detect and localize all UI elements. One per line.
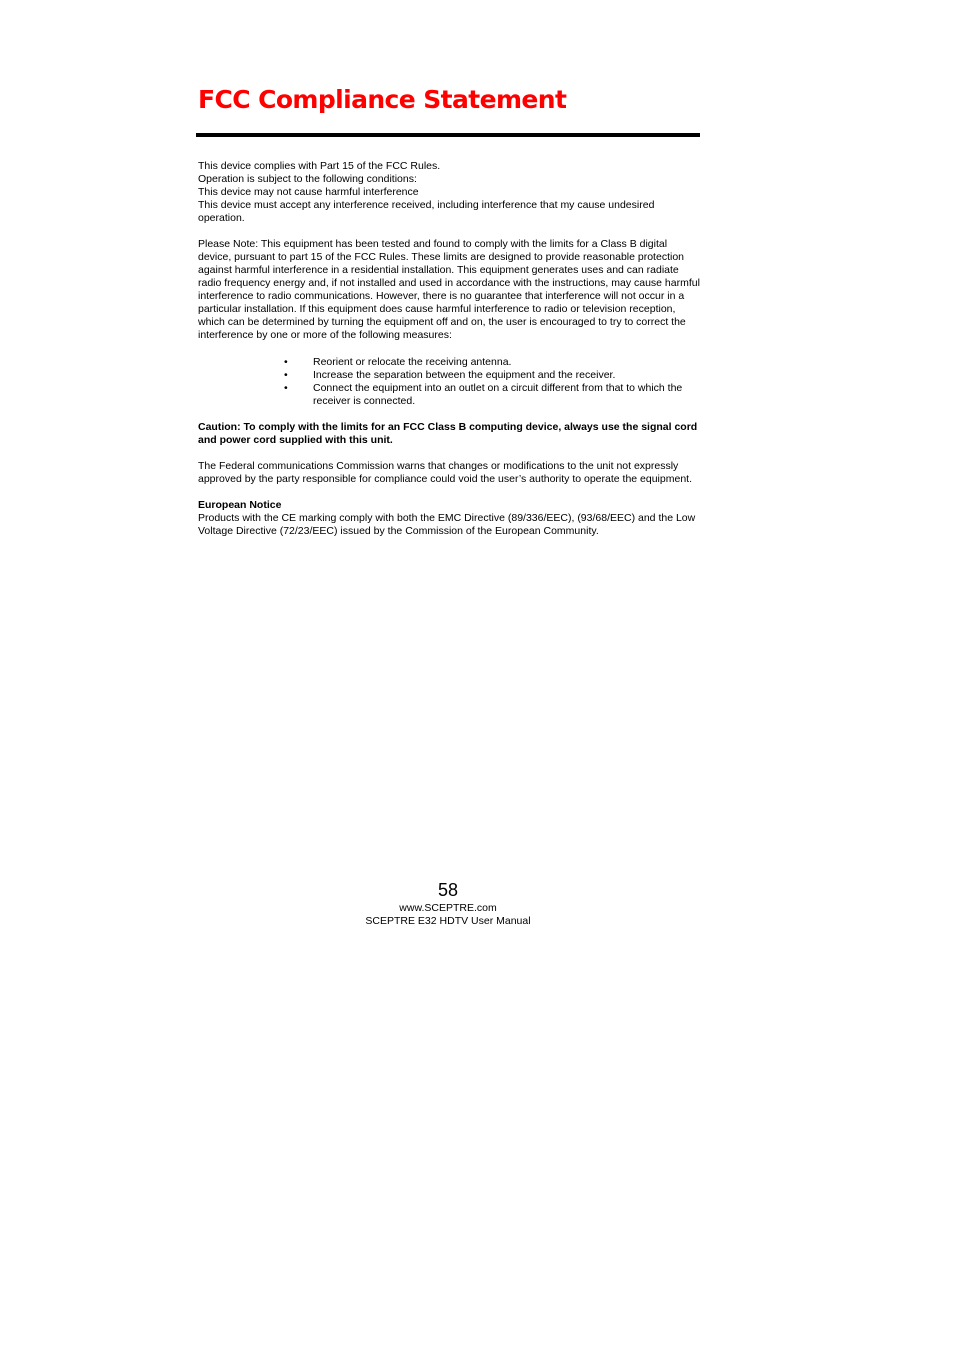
title-divider — [196, 133, 700, 137]
measure-text: Reorient or relocate the receiving antenna. — [313, 356, 512, 368]
list-item — [284, 382, 700, 408]
european-notice-paragraph: Products with the CE marking comply with both the EMC Directive (89/336/EEC), (93/68/EEC) and the Low Voltage Directive (72/23/EEC) issued by the Commission of the European Community. — [198, 512, 696, 537]
measures-list — [198, 356, 700, 408]
compliance-line: This device may not cause harmful interference — [198, 186, 419, 198]
page-title: FCC Compliance Statement — [198, 85, 567, 114]
caution-paragraph: Caution: To comply with the limits for an FCC Class B computing device, always use the signal cord and power cord supplied with this unit. — [198, 421, 698, 446]
bullet-icon: • — [284, 382, 288, 394]
compliance-line: Operation is subject to the following conditions: — [198, 173, 417, 185]
list-item — [284, 356, 700, 369]
european-notice-heading: European Notice — [198, 499, 282, 511]
measure-text: Increase the separation between the equipment and the receiver. — [313, 369, 616, 381]
please-note-paragraph: Please Note: This equipment has been tested and found to comply with the limits for a Class B digital device, pursuant to part 15 of the FCC Rules. These limits are designed to provide reasonable protection against harmful interference in a residential installation. This equipment generates uses and can radiate radio frequency energy and, if not installed and used in accordance with the instructions, may cause harmful interference to radio communications. However, there is no guarantee that interference will not occur in a particular installation. If this equipment does cause harmful interference to radio or television reception, which can be determined by turning the equipment off and on, the user is encouraged to try to correct the interference by one or more of the following measures: — [198, 238, 700, 341]
bullet-icon: • — [284, 369, 288, 381]
compliance-line: This device complies with Part 15 of the FCC Rules. — [198, 160, 441, 172]
measure-text: Connect the equipment into an outlet on a circuit different from that to which the receiver is connected. — [313, 382, 683, 407]
compliance-statement — [198, 160, 700, 225]
footer-website: www.SCEPTRE.com — [399, 902, 497, 914]
compliance-line: This device must accept any interference received, including interference that my cause undesired operation. — [198, 199, 655, 224]
bullet-icon: • — [284, 356, 288, 368]
page-number: 58 — [437, 880, 459, 900]
document-body — [198, 160, 700, 538]
footer-manual-title: SCEPTRE E32 HDTV User Manual — [365, 915, 531, 927]
fcc-warning-paragraph: The Federal communications Commission warns that changes or modifications to the unit not expressly approved by the party responsible for compliance could void the user’s authority to operate the equipment. — [198, 460, 692, 485]
list-item — [284, 369, 700, 382]
